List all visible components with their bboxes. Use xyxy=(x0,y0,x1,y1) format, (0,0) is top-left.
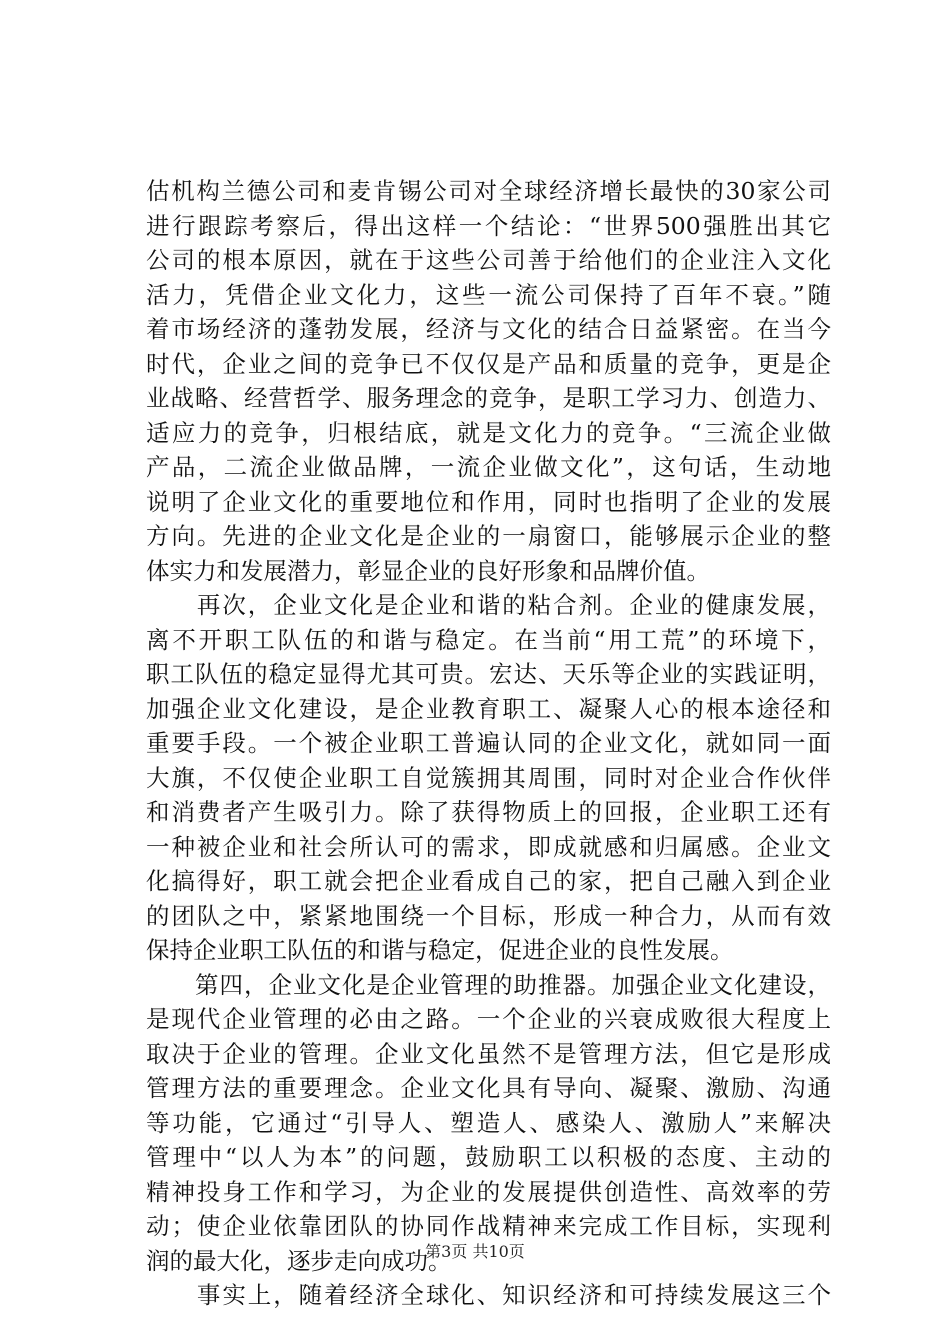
body-text xyxy=(146,174,831,1313)
text-line: 公司的根本原因，就在于这些公司善于给他们的企业注入文化 xyxy=(146,246,831,274)
text-line: 体实力和发展潜力，彰显企业的良好形象和品牌价值。 xyxy=(146,556,710,585)
text-line: 大旗，不仅使企业职工自觉簇拥其周围，同时对企业合作伙伴 xyxy=(146,763,831,792)
text-line: 管理中“以人为本”的问题，鼓励职工以积极的态度、主动的 xyxy=(146,1143,831,1171)
text-line: 业战略、经营哲学、服务理念的竞争，是职工学习力、创造力、 xyxy=(146,384,831,412)
text-line: 第四，企业文化是企业管理的助推器。加强企业文化建设， xyxy=(146,970,831,999)
text-line: 着市场经济的蓬勃发展，经济与文化的结合日益紧密。在当今 xyxy=(146,315,831,343)
text-line: 一种被企业和社会所认可的需求，即成就感和归属感。企业文 xyxy=(146,832,831,861)
text-line: 化搞得好，职工就会把企业看成自己的家，把自己融入到企业 xyxy=(146,867,831,895)
text-line: 和消费者产生吸引力。除了获得物质上的回报，企业职工还有 xyxy=(146,798,831,826)
page-footer: 第3页 共10页 xyxy=(425,1242,525,1261)
text-line: 活力，凭借企业文化力，这些一流公司保持了百年不衰。”随 xyxy=(146,280,831,309)
text-line: 产品，二流企业做品牌，一流企业做文化”，这句话，生动地 xyxy=(146,453,831,481)
text-line: 重要手段。一个被企业职工普遍认同的企业文化，就如同一面 xyxy=(146,729,831,757)
text-line: 时代，企业之间的竞争已不仅仅是产品和质量的竞争，更是企 xyxy=(146,349,831,378)
text-line: 方向。先进的企业文化是企业的一扇窗口，能够展示企业的整 xyxy=(146,522,831,550)
text-line: 精神投身工作和学习，为企业的发展提供创造性、高效率的劳 xyxy=(146,1177,831,1206)
text-line: 保持企业职工队伍的和谐与稳定，促进企业的良性发展。 xyxy=(146,936,734,964)
text-line: 适应力的竞争，归根结底，就是文化力的竞争。“三流企业做 xyxy=(146,418,831,447)
text-line: 是现代企业管理的必由之路。一个企业的兴衰成败很大程度上 xyxy=(146,1005,831,1033)
text-line: 事实上，随着经济全球化、知识经济和可持续发展这三个 xyxy=(146,1281,831,1309)
text-line: 说明了企业文化的重要地位和作用，同时也指明了企业的发展 xyxy=(146,487,831,516)
text-line: 管理方法的重要理念。企业文化具有导向、凝聚、激励、沟通 xyxy=(146,1074,831,1102)
text-line: 估机构兰德公司和麦肯锡公司对全球经济增长最快的30家公司 xyxy=(146,177,831,205)
text-line: 再次，企业文化是企业和谐的粘合剂。企业的健康发展， xyxy=(146,591,831,619)
text-line: 加强企业文化建设，是企业教育职工、凝聚人心的根本途径和 xyxy=(146,694,831,723)
text-line: 的团队之中，紧紧地围绕一个目标，形成一种合力，从而有效 xyxy=(146,901,831,930)
text-line: 取决于企业的管理。企业文化虽然不是管理方法，但它是形成 xyxy=(146,1039,831,1068)
text-line: 润的最大化，逐步走向成功。 xyxy=(146,1246,452,1275)
text-line: 进行跟踪考察后，得出这样一个结论：“世界500强胜出其它 xyxy=(146,211,831,240)
text-line: 等功能，它通过“引导人、塑造人、感染人、激励人”来解决 xyxy=(146,1108,831,1137)
text-line: 离不开职工队伍的和谐与稳定。在当前“用工荒”的环境下， xyxy=(146,625,831,654)
text-line: 职工队伍的稳定显得尤其可贵。宏达、天乐等企业的实践证明， xyxy=(146,660,831,688)
text-line: 动；使企业依靠团队的协同作战精神来完成工作目标，实现利 xyxy=(146,1212,831,1240)
